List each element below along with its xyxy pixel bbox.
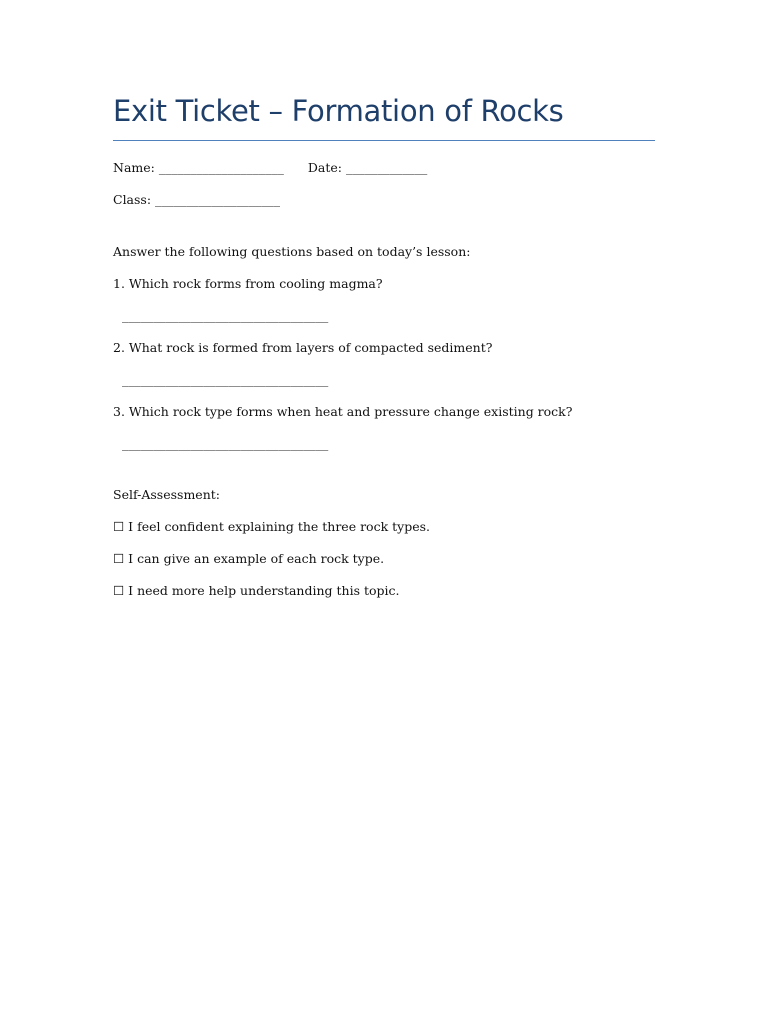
class-row bbox=[113, 192, 280, 207]
self-assessment-item-1: ☐ I feel confident explaining the three rock types. bbox=[113, 519, 430, 534]
name-date-row bbox=[113, 160, 427, 175]
name-label: Name: bbox=[113, 160, 155, 175]
title-underline bbox=[113, 140, 655, 141]
date-label: Date: bbox=[307, 160, 342, 175]
document-page bbox=[113, 0, 655, 1024]
date-blank: _____________ bbox=[345, 160, 428, 175]
answer-blank-3: _________________________________ bbox=[122, 436, 329, 451]
page-title: Exit Ticket – Formation of Rocks bbox=[113, 94, 564, 128]
answer-blank-1: _________________________________ bbox=[122, 308, 329, 323]
class-blank: ____________________ bbox=[155, 192, 281, 207]
question-2: 2. What rock is formed from layers of compacted sediment? bbox=[113, 340, 493, 355]
instructions: Answer the following questions based on today’s lesson: bbox=[113, 244, 471, 259]
name-blank: ____________________ bbox=[158, 160, 284, 175]
question-1: 1. Which rock forms from cooling magma? bbox=[113, 276, 383, 291]
self-assessment-item-2: ☐ I can give an example of each rock type. bbox=[113, 551, 385, 566]
answer-blank-2: _________________________________ bbox=[122, 372, 329, 387]
question-3: 3. Which rock type forms when heat and pressure change existing rock? bbox=[113, 404, 573, 419]
self-assessment-item-3: ☐ I need more help understanding this topic. bbox=[113, 583, 400, 598]
class-label: Class: bbox=[113, 192, 152, 207]
self-assessment-heading: Self-Assessment: bbox=[113, 487, 220, 502]
